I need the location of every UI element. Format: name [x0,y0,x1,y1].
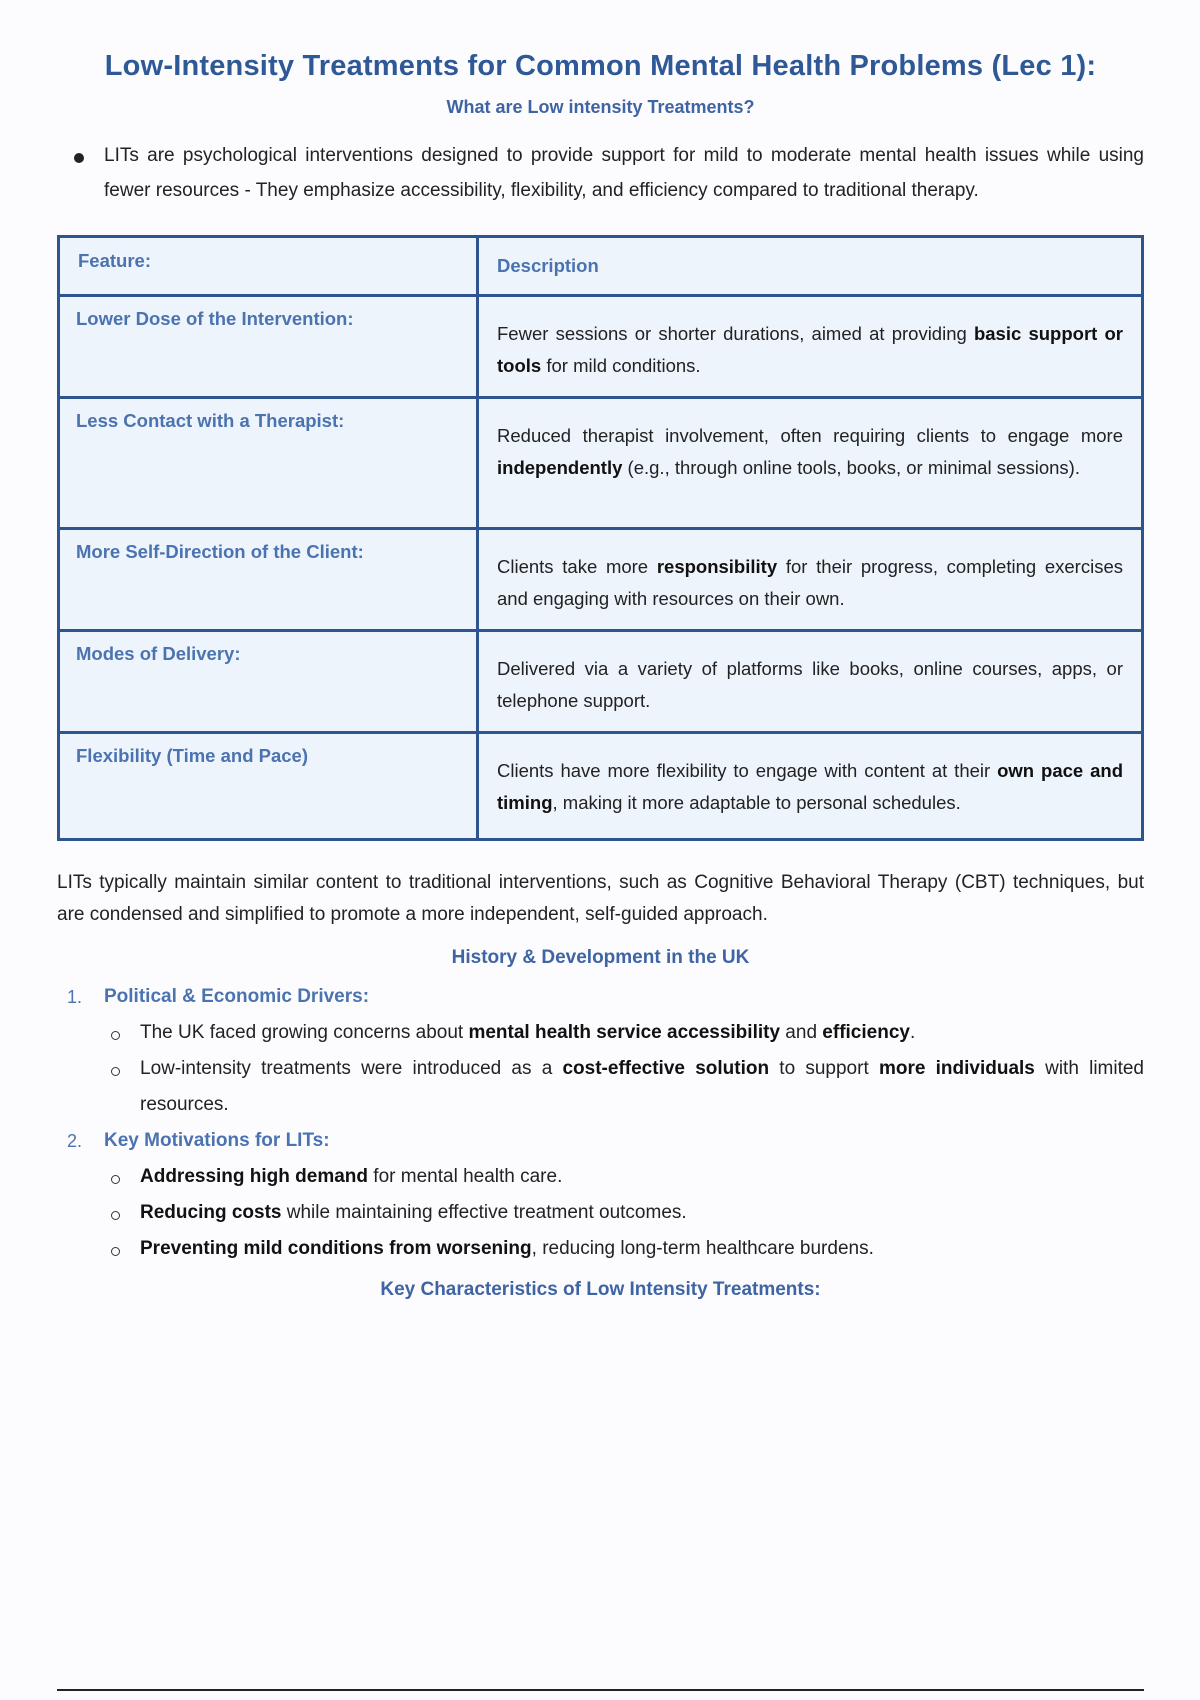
sub-bullet: Low-intensity treatments were introduced as a cost-effective solution to support more individuals with limited resources. [57,1051,1144,1123]
item-label: Key Motivations for LITs: [104,1130,330,1151]
features-table [57,235,1144,841]
feature-cell: Modes of Delivery: [59,631,478,733]
sub-bullet: Preventing mild conditions from worsening, reducing long-term healthcare burdens. [57,1231,1144,1267]
item-number: 2. [67,1131,83,1151]
table-row [59,296,1143,398]
bullet-icon [74,153,84,163]
circle-bullet-icon [111,1175,120,1184]
feature-cell: Less Contact with a Therapist: [59,398,478,529]
header-feature: Feature: [59,237,478,296]
history-heading: History & Development in the UK [451,947,750,968]
page-title: Low-Intensity Treatments for Common Mental Health Problems (Lec 1): [104,50,1097,82]
feature-cell: Lower Dose of the Intervention: [59,296,478,398]
item-label: Political & Economic Drivers: [104,986,370,1007]
sub-bullet: Addressing high demand for mental health care. [57,1159,1144,1195]
description-cell: Reduced therapist involvement, often requiring clients to engage more independently (e.g., through online tools, books, or minimal sessions). [478,398,1143,529]
description-cell: Clients take more responsibility for their progress, completing exercises and engaging with resources on their own. [478,529,1143,631]
sub-bullet: Reducing costs while maintaining effective treatment outcomes. [57,1195,1144,1231]
table-row [59,631,1143,733]
description-cell: Clients have more flexibility to engage with content at their own pace and timing, making it more adaptable to personal schedules. [478,733,1143,840]
footer-rule [57,1689,1144,1691]
intro-text: LITs are psychological interventions designed to provide support for mild to moderate mental health issues while using fewer resources - They emphasize accessibility, flexibility, and efficiency compared to traditional therapy. [104,145,1144,201]
section-subtitle: What are Low intensity Treatments? [446,97,755,117]
item-number: 1. [67,987,83,1007]
header-description: Description [478,237,1143,296]
document-page [57,0,1144,1301]
circle-bullet-icon [111,1211,120,1220]
numbered-item [57,1123,1144,1159]
circle-bullet-icon [111,1067,120,1076]
feature-cell: Flexibility (Time and Pace) [59,733,478,840]
table-row [59,398,1143,529]
circle-bullet-icon [111,1247,120,1256]
table-row [59,529,1143,631]
table-row [59,733,1143,840]
intro-bullet [57,138,1144,208]
circle-bullet-icon [111,1031,120,1040]
description-cell: Delivered via a variety of platforms like books, online courses, apps, or telephone support. [478,631,1143,733]
summary-paragraph: LITs typically maintain similar content to traditional interventions, such as Cognitive Behavioral Therapy (CBT) techniques, but are condensed and simplified to promote a more independent, self-guided approach. [57,872,1144,925]
feature-cell: More Self-Direction of the Client: [59,529,478,631]
sub-bullet: The UK faced growing concerns about mental health service accessibility and efficiency. [57,1015,1144,1051]
characteristics-heading: Key Characteristics of Low Intensity Treatments: [380,1279,821,1300]
table-header-row [59,237,1143,296]
numbered-item [57,979,1144,1015]
description-cell: Fewer sessions or shorter durations, aimed at providing basic support or tools for mild conditions. [478,296,1143,398]
